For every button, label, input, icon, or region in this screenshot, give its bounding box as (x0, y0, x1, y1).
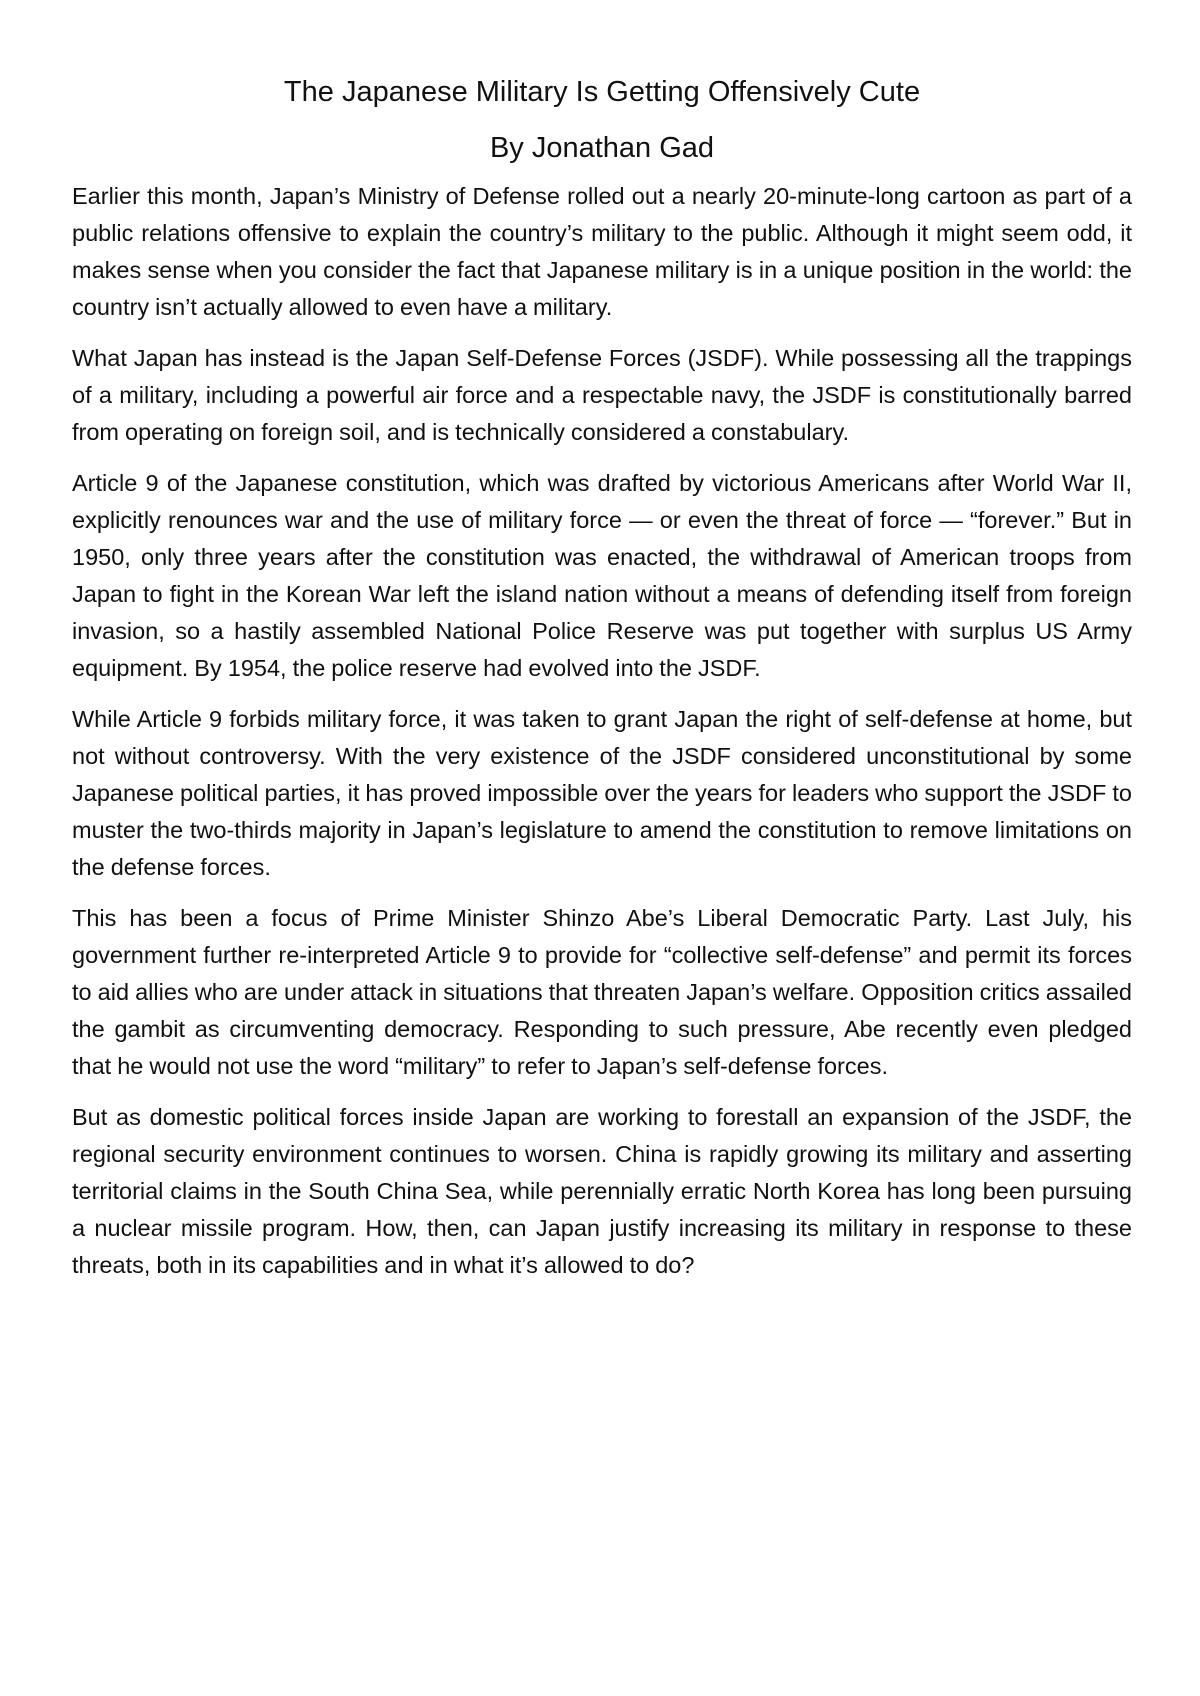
document-title: The Japanese Military Is Getting Offensively Cute (283, 76, 921, 108)
paragraph-4: While Article 9 forbids military force, it was taken to grant Japan the right of self-defense at home, but not without controversy. With the very existence of the JSDF considered unconstitutional by some Japanese political parties, it has proved impossible over the years for leaders who support the JSDF to muster the two-thirds majority in Japan’s legislature to amend the constitution to remove limitations on the defense forces. (72, 706, 1132, 880)
document-byline: By Jonathan Gad (489, 132, 715, 164)
document-page (72, 70, 1132, 1298)
paragraph-3: Article 9 of the Japanese constitution, which was drafted by victorious Americans after World War II, explicitly renounces war and the use of military force — or even the threat of force — “forever.” But in 1950, only three years after the constitution was enacted, the withdrawal of American troops from Japan to fight in the Korean War left the island nation without a means of defending itself from foreign invasion, so a hastily assembled National Police Reserve was put together with surplus US Army equipment. By 1954, the police reserve had evolved into the JSDF. (72, 470, 1132, 681)
paragraph-2: What Japan has instead is the Japan Self-Defense Forces (JSDF). While possessing all the trappings of a military, including a powerful air force and a respectable navy, the JSDF is constitutionally barred from operating on foreign soil, and is technically considered a constabulary. (72, 345, 1132, 445)
paragraph-6: But as domestic political forces inside Japan are working to forestall an expansion of the JSDF, the regional security environment continues to worsen. China is rapidly growing its military and asserting territorial claims in the South China Sea, while perennially erratic North Korea has long been pursuing a nuclear missile program. How, then, can Japan justify increasing its military in response to these threats, both in its capabilities and in what it’s allowed to do? (72, 1104, 1132, 1278)
paragraph-5: This has been a focus of Prime Minister Shinzo Abe’s Liberal Democratic Party. Last July, his government further re-interpreted Article 9 to provide for “collective self-defense” and permit its forces to aid allies who are under attack in situations that threaten Japan’s welfare. Opposition critics assailed the gambit as circumventing democracy. Responding to such pressure, Abe recently even pledged that he would not use the word “military” to refer to Japan’s self-defense forces. (72, 905, 1132, 1079)
paragraph-1: Earlier this month, Japan’s Ministry of Defense rolled out a nearly 20-minute-long cartoon as part of a public relations offensive to explain the country’s military to the public. Although it might seem odd, it makes sense when you consider the fact that Japanese military is in a unique position in the world: the country isn’t actually allowed to even have a military. (72, 183, 1132, 320)
